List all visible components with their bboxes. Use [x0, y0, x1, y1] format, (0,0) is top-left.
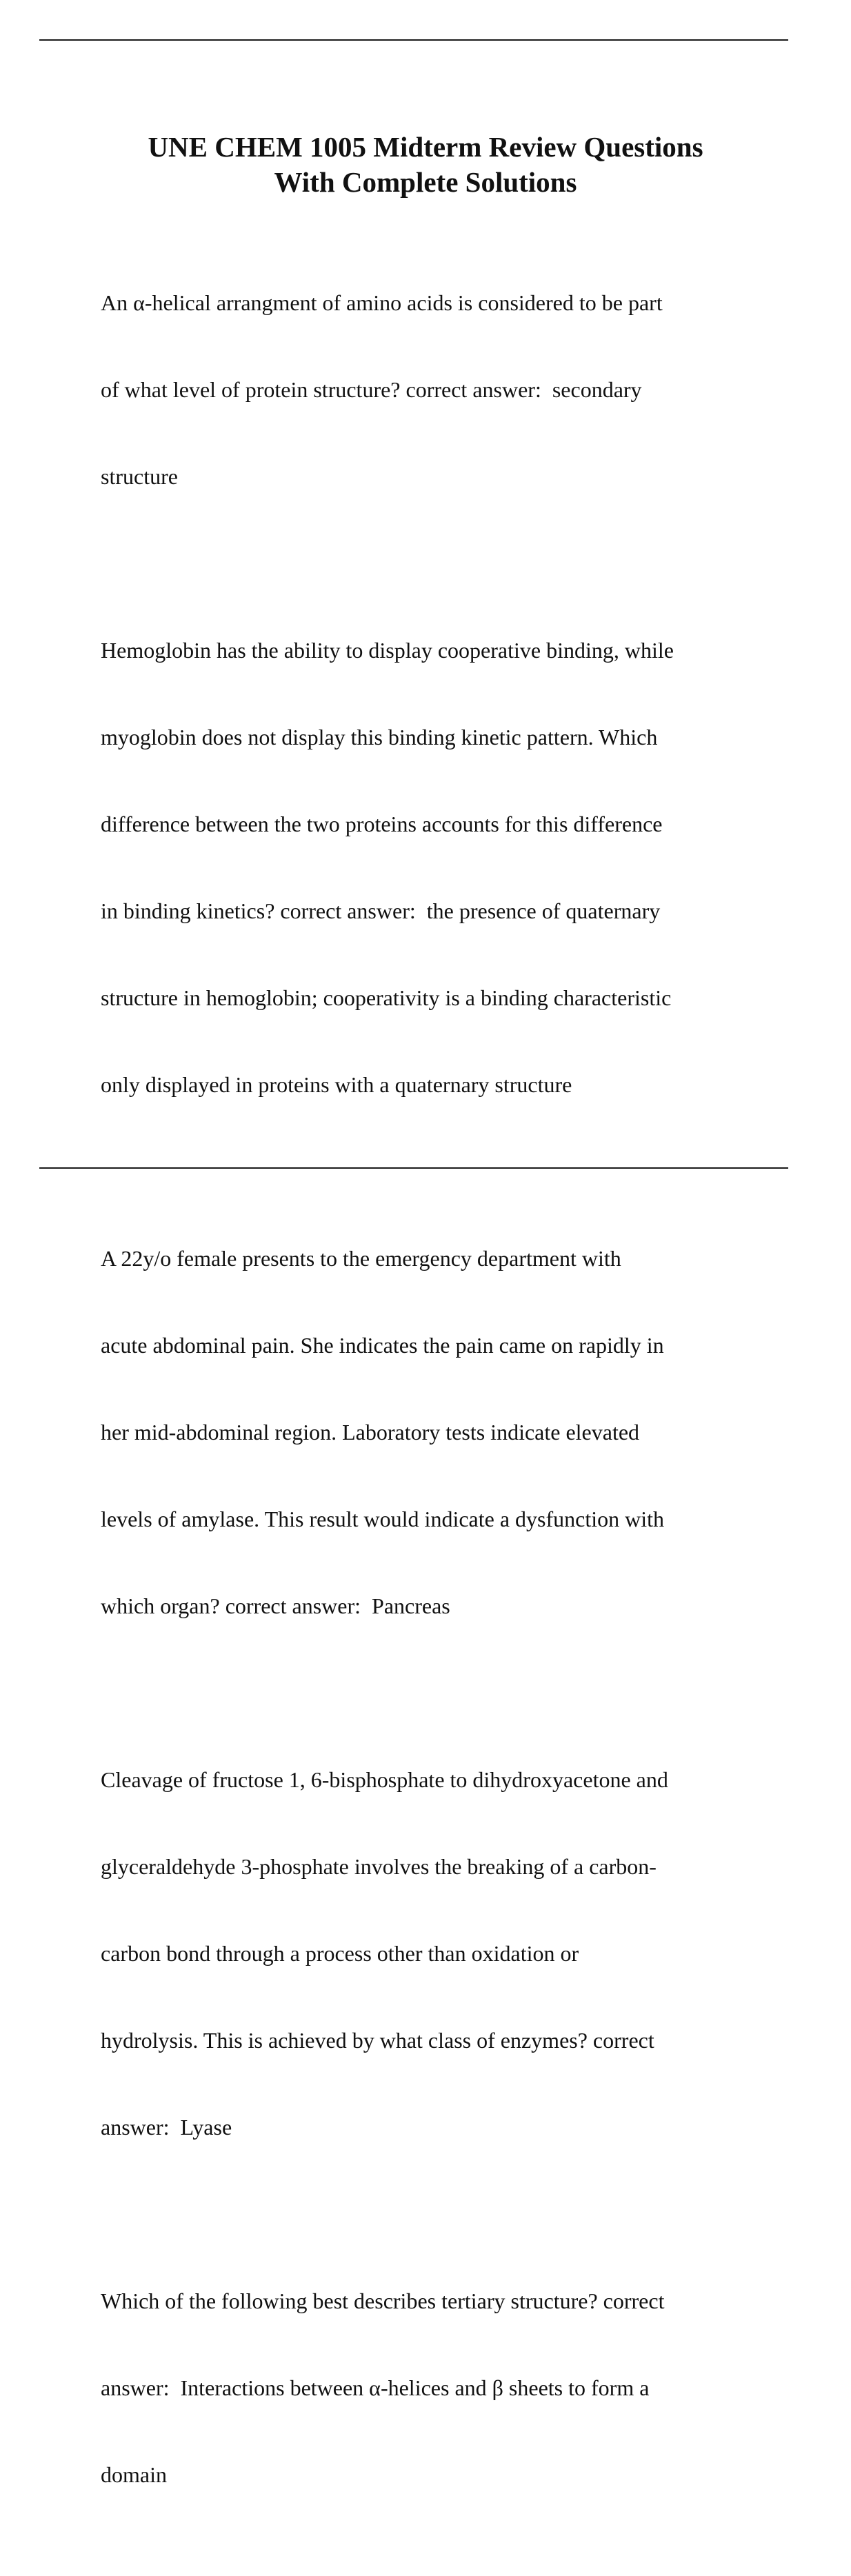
question-line: structure	[101, 464, 178, 489]
question-line: answer: Interactions between α-helices and β sheets to form a	[101, 2375, 650, 2400]
title-line-2: With Complete Solutions	[274, 166, 577, 198]
question-line: hydrolysis. This is achieved by what class of enzymes? correct	[101, 2028, 654, 2053]
question-line: Which of the following best describes tertiary structure? correct	[101, 2288, 665, 2313]
question-line: carbon bond through a process other than oxidation or	[101, 1941, 579, 1966]
question-line: Cleavage of fructose 1, 6-bisphosphate to dihydroxyacetone and	[101, 1767, 668, 1792]
question-line: which organ? correct answer: Pancreas	[101, 1593, 450, 1618]
question-line: acute abdominal pain. She indicates the pain came on rapidly in	[101, 1333, 664, 1358]
question-line: in binding kinetics? correct answer: the presence of quaternary	[101, 898, 661, 923]
document-title	[0, 130, 851, 200]
question-item-2	[101, 578, 763, 1157]
question-item-5	[101, 2228, 763, 2547]
question-line: glyceraldehyde 3-phosphate involves the breaking of a carbon-	[101, 1854, 657, 1879]
question-line: of what level of protein structure? correct answer: secondary	[101, 377, 642, 402]
question-line: levels of amylase. This result would indicate a dysfunction with	[101, 1507, 665, 1531]
question-line: only displayed in proteins with a quaternary structure	[101, 1072, 572, 1097]
question-line: A 22y/o female presents to the emergency department with	[101, 1246, 621, 1271]
question-line: difference between the two proteins accounts for this difference	[101, 812, 663, 836]
question-line: domain	[101, 2462, 167, 2487]
question-list	[101, 230, 763, 2576]
question-item-3	[101, 1186, 763, 1678]
question-line: An α-helical arrangment of amino acids is considered to be part	[101, 290, 663, 315]
bottom-rule	[39, 1167, 788, 1169]
title-line-1: UNE CHEM 1005 Midterm Review Questions	[148, 131, 703, 163]
question-line: myoglobin does not display this binding kinetic pattern. Which	[101, 725, 658, 749]
top-rule	[39, 39, 788, 41]
question-line: structure in hemoglobin; cooperativity is a binding characteristic	[101, 985, 672, 1010]
question-line: her mid-abdominal region. Laboratory tests indicate elevated	[101, 1420, 640, 1445]
question-line: Hemoglobin has the ability to display cooperative binding, while	[101, 638, 674, 663]
question-item-1	[101, 230, 763, 549]
question-item-4	[101, 1707, 763, 2200]
question-line: answer: Lyase	[101, 2115, 232, 2140]
